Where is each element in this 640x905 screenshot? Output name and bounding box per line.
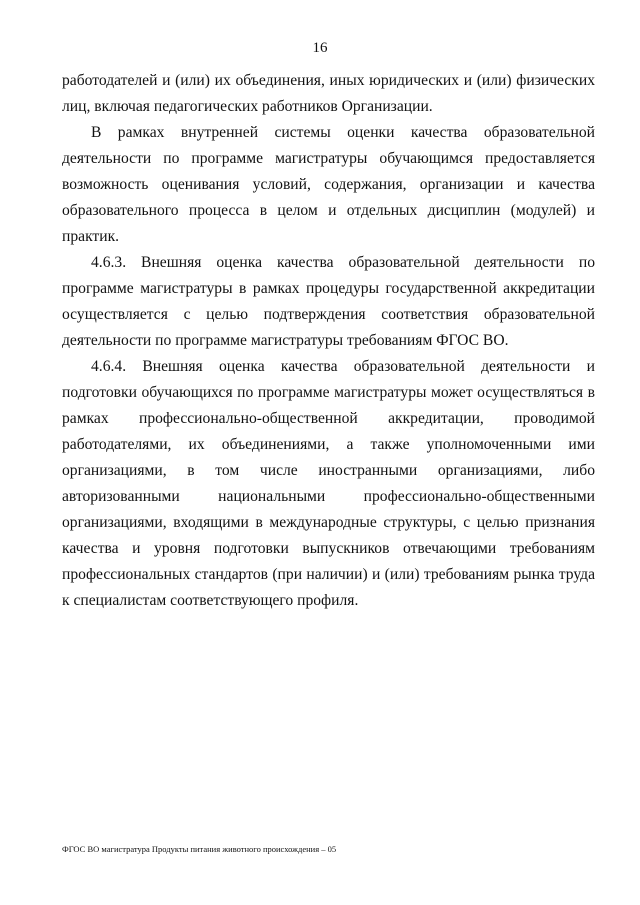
page-number: 16 xyxy=(312,40,328,56)
paragraph-continuation: работодателей и (или) их объединения, иных юридических и (или) физических лиц, включая педагогических работников Организации. xyxy=(62,72,595,115)
document-body xyxy=(62,68,595,614)
paragraph-4-6-3: 4.6.3. Внешняя оценка качества образовательной деятельности по программе магистратуры в рамках процедуры государственной аккредитации осуществляется с целью подтверждения соответствия образовательной деятельности по программе магистратуры требованиям ФГОС ВО. xyxy=(62,254,595,349)
paragraph-4-6-4: 4.6.4. Внешняя оценка качества образовательной деятельности и подготовки обучающихся по программе магистратуры может осуществляться в рамках профессионально-общественной аккредитации, проводимой работодателями, их объединениями, а также уполномоченными ими организациями, в том числе иностранными организациями, либо авторизованными национальными профессионально-общественными организациями, входящими в международные структуры, с целью признания качества и уровня подготовки выпускников отвечающими требованиям профессиональных стандартов (при наличии) и (или) требованиям рынка труда к специалистам соответствующего профиля. xyxy=(62,358,595,609)
page-footer: ФГОС ВО магистратура Продукты питания животного происхождения – 05 xyxy=(62,844,337,854)
paragraph-internal-assessment: В рамках внутренней системы оценки качества образовательной деятельности по программе магистратуры обучающимся предоставляется возможность оценивания условий, содержания, организации и качества образовательного процесса в целом и отдельных дисциплин (модулей) и практик. xyxy=(62,124,595,245)
